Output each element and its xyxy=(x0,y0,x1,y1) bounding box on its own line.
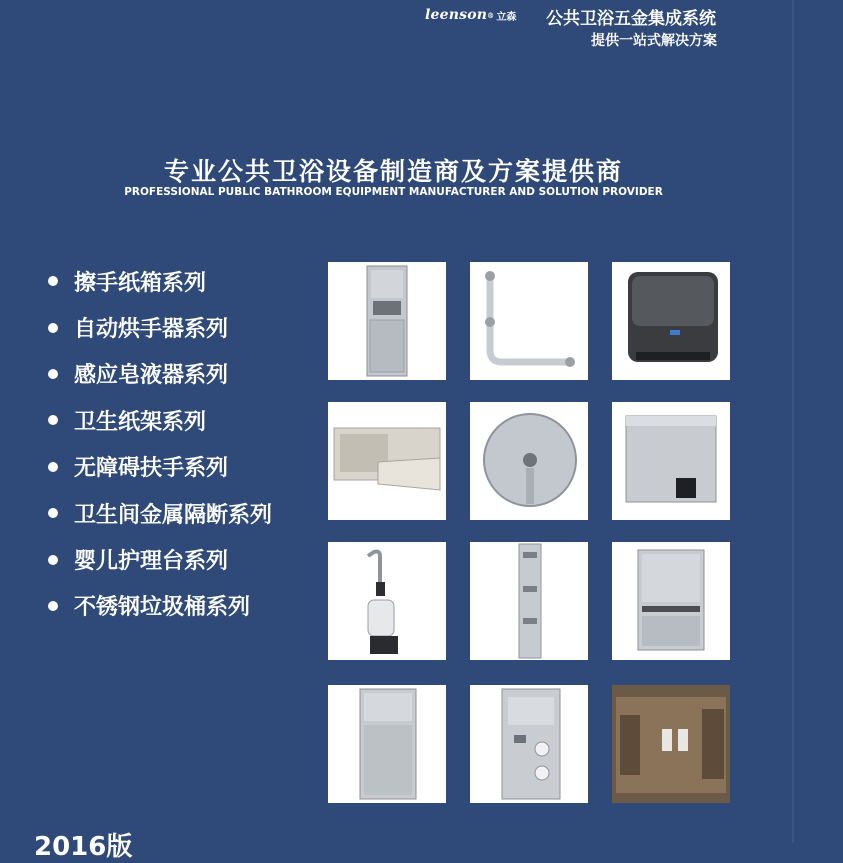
bullet-icon xyxy=(48,323,58,333)
series-label: 婴儿护理台系列 xyxy=(74,549,229,575)
logo-wordmark: leenson xyxy=(425,7,488,23)
bullet-icon xyxy=(48,462,58,472)
list-item xyxy=(48,351,272,397)
page-edge-divider xyxy=(792,0,794,843)
series-label: 不锈钢垃圾桶系列 xyxy=(74,595,251,621)
product-tile-paper-towel-cabinet xyxy=(328,262,446,380)
list-item xyxy=(48,304,272,350)
list-item xyxy=(48,583,272,629)
product-tile-toilet-accessory-panel xyxy=(470,685,588,803)
series-label: 自动烘手器系列 xyxy=(74,317,229,343)
list-item xyxy=(48,397,272,443)
slogan-main: 公共卫浴五金集成系统 xyxy=(546,9,716,29)
bullet-icon xyxy=(48,369,58,379)
paper-towel-cabinet-icon xyxy=(328,262,446,380)
series-label: 感应皂液器系列 xyxy=(74,363,229,389)
product-tile-towel-waste-unit xyxy=(612,542,730,660)
bullet-icon xyxy=(48,555,58,565)
product-tile-sensor-faucet xyxy=(328,542,446,660)
toilet-accessory-panel-icon xyxy=(470,685,588,803)
towel-waste-unit-icon xyxy=(612,542,730,660)
hand-dryer-icon xyxy=(612,262,730,380)
product-tile-baby-changing-station xyxy=(328,402,446,520)
baby-changing-station-icon xyxy=(328,402,446,520)
product-tile-tall-combination-unit xyxy=(470,542,588,660)
edition-label: 2016版 xyxy=(34,832,133,862)
bullet-icon xyxy=(48,601,58,611)
grab-bar-icon xyxy=(470,262,588,380)
list-item xyxy=(48,258,272,304)
series-label: 卫生纸架系列 xyxy=(74,409,207,435)
product-tile-recessed-waste-bin xyxy=(328,685,446,803)
product-tile-jumbo-roll-dispenser xyxy=(470,402,588,520)
registered-mark-icon: ® xyxy=(487,10,495,20)
restroom-partition-icon xyxy=(612,685,730,803)
soap-dispenser-icon xyxy=(612,402,730,520)
series-list xyxy=(48,258,272,629)
logo-cn: 立森 xyxy=(496,11,517,23)
slogan-sub: 提供一站式解决方案 xyxy=(591,33,717,49)
series-label: 卫生间金属隔断系列 xyxy=(74,502,273,528)
bullet-icon xyxy=(48,276,58,286)
brand-logo xyxy=(425,4,516,26)
jumbo-roll-dispenser-icon xyxy=(470,402,588,520)
list-item xyxy=(48,536,272,582)
page-title: 专业公共卫浴设备制造商及方案提供商 xyxy=(163,157,623,186)
product-tile-grab-bar xyxy=(470,262,588,380)
series-label: 无障碍扶手系列 xyxy=(74,456,229,482)
product-tile-hand-dryer xyxy=(612,262,730,380)
list-item xyxy=(48,490,272,536)
waste-bin-icon xyxy=(328,685,446,803)
sensor-faucet-icon xyxy=(328,542,446,660)
series-label: 擦手纸箱系列 xyxy=(74,270,207,296)
product-tile-soap-dispenser xyxy=(612,402,730,520)
combination-unit-icon xyxy=(470,542,588,660)
bullet-icon xyxy=(48,415,58,425)
page-subtitle: PROFESSIONAL PUBLIC BATHROOM EQUIPMENT MANUFACTURER AND SOLUTION PROVIDER xyxy=(124,186,663,198)
product-tile-restroom-photo xyxy=(612,685,730,803)
list-item xyxy=(48,444,272,490)
bullet-icon xyxy=(48,508,58,518)
